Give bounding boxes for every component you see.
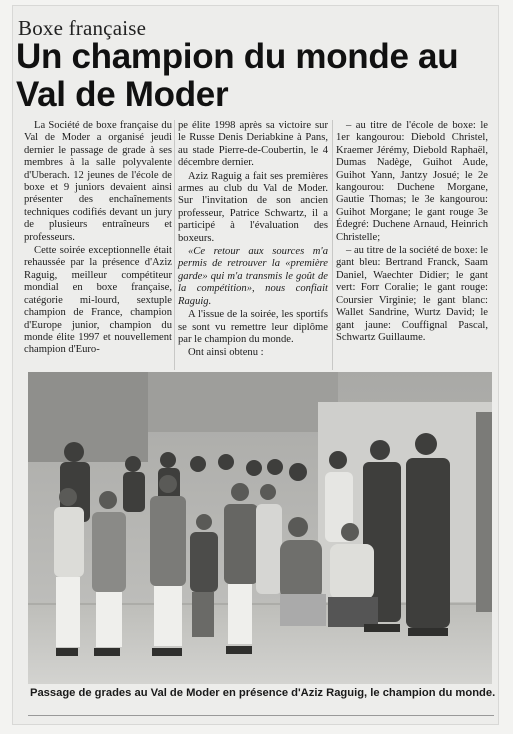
column-divider xyxy=(174,120,175,370)
section-kicker: Boxe française xyxy=(18,16,147,40)
article-column-2 xyxy=(178,120,328,361)
paragraph: – au titre de l'école de boxe: le 1er kangourou: Diebold Christel, Kraemer Jérémy, Diebold Raphaël, Dumas Nadège, Guihot Aude, Guihot Yann, Jantzy Josué; le 2e kangourou: Duchene Morgane, Gautie Thomas; le 3e kangourou: Guihot Morgane; le gant rouge 3e Édegré: Duchene Arnaud, Heinrich Christelle; xyxy=(336,120,488,243)
article-column-1 xyxy=(24,120,172,358)
column-divider xyxy=(332,120,333,370)
paragraph: Cette soirée exceptionnelle était rehaussée par la présence d'Aziz Raguig, meilleur compétiteur mondial en boxe française, catégorie mi-lourd, sextuple champion de France, champion d'Europe junior, champion du monde élite 1997 et nouvellement champion d'Euro- xyxy=(24,245,172,356)
paragraph: A l'issue de la soirée, les sportifs se sont vu remettre leur diplôme par le champion du monde. xyxy=(178,309,328,345)
paragraph: Aziz Raguig a fait ses premières armes au club du Val de Moder. Sur l'invitation de son ancien professeur, Patrice Schwartz, il a participé à l'évaluation des boxeurs. xyxy=(178,170,328,244)
article-headline: Un champion du monde au Val de Moder xyxy=(16,37,459,114)
group-photo xyxy=(28,372,492,684)
paragraph: – au titre de la société de boxe: le gant bleu: Bertrand Franck, Saam Daniel, Waechter Didier; le gant vert: Forr Coralie; le gant rouge: Coursier Virginie; le gant blanc: Wallet Sandrine, Wurtz David; le gant jaune: Couffignal Pascal, Schwartz Guillaume. xyxy=(336,245,488,343)
bottom-rule xyxy=(28,715,494,716)
paragraph: pe élite 1998 après sa victoire sur le Russe Denis Deriabkine à Pans, au stade Pierre-de-Coubertin, le 4 décembre dernier. xyxy=(178,120,328,169)
article-column-3 xyxy=(336,120,488,345)
paragraph: Ont ainsi obtenu : xyxy=(188,347,264,359)
photo-caption: Passage de grades au Val de Moder en présence d'Aziz Raguig, le champion du monde. xyxy=(30,687,496,699)
quote-paragraph: «Ce retour aux sources m'a permis de retrouver la «première garde» qui m'a transmis le goût de la compétition», nous confiait Raguig. xyxy=(178,246,328,307)
paragraph: La Société de boxe française du Val de Moder a organisé jeudi dernier le passage de grade à ses membres à la salle polyvalente d'Uberach. 12 jeunes de l'école de boxe et 9 juniors devaient ainsi présenter des enchaînements techniques codifiés devant un jury de plusieurs entraîneurs et professeurs. xyxy=(24,120,172,243)
group-photo-image xyxy=(28,372,492,684)
